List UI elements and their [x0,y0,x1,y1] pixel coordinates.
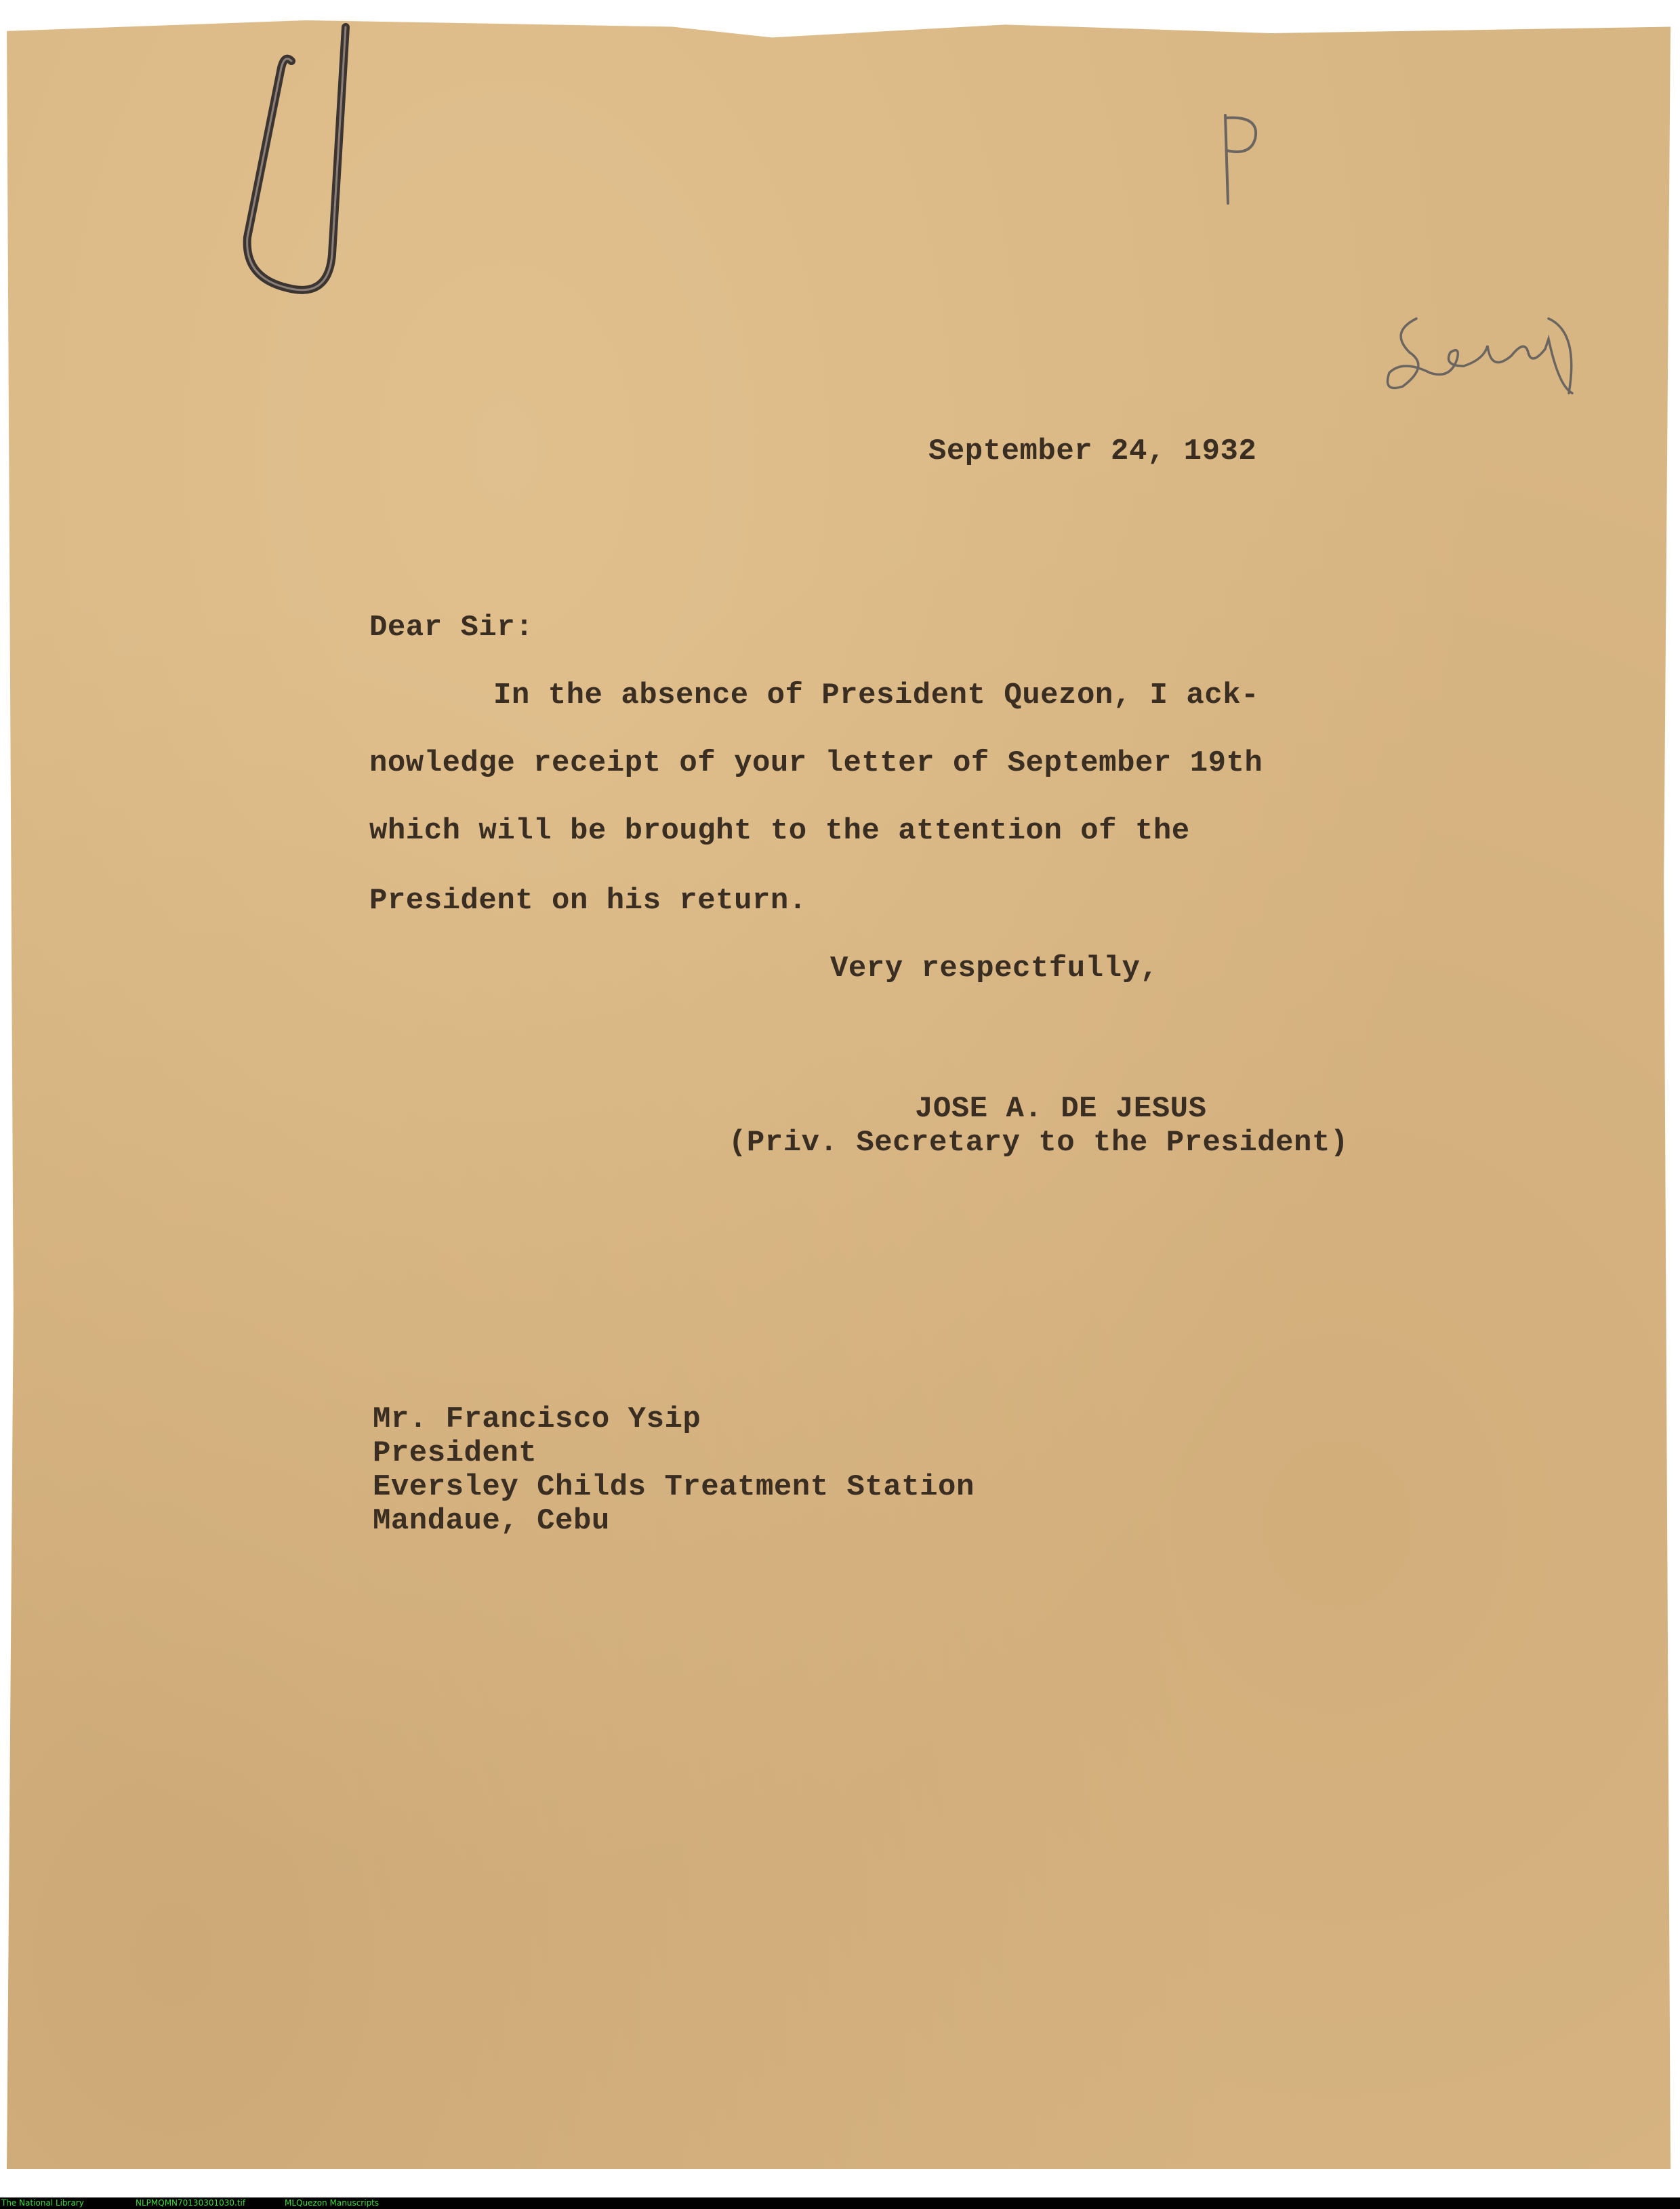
body-line: nowledge receipt of your letter of September 19th [369,746,1263,780]
body-line: which will be brought to the attention of the [369,814,1190,848]
body-line: In the absence of President Quezon, I ack- [493,678,1259,712]
signer-name: JOSE A. DE JESUS [915,1092,1207,1126]
recipient-line: Mr. Francisco Ysip [373,1402,701,1436]
footer-institution: The National Library [1,2198,84,2208]
scan-footer [0,2197,1680,2209]
recipient-line: Mandaue, Cebu [373,1504,610,1538]
recipient-line: President [373,1436,537,1470]
letter-date: September 24, 1932 [928,434,1257,468]
handwritten-initials-mark [1376,291,1593,407]
letter-closing: Very respectfully, [830,952,1159,986]
footer-filename: NLPMQMN70130301030.tif [136,2198,246,2208]
recipient-line: Eversley Childs Treatment Station [373,1470,975,1504]
signer-title: (Priv. Secretary to the President) [729,1126,1349,1160]
footer-collection: MLQuezon Manuscripts [285,2198,380,2208]
body-line: President on his return. [369,884,807,918]
paperclip-icon [230,20,366,325]
letter-salutation: Dear Sir: [369,611,534,645]
handwritten-p-mark [1213,108,1267,217]
